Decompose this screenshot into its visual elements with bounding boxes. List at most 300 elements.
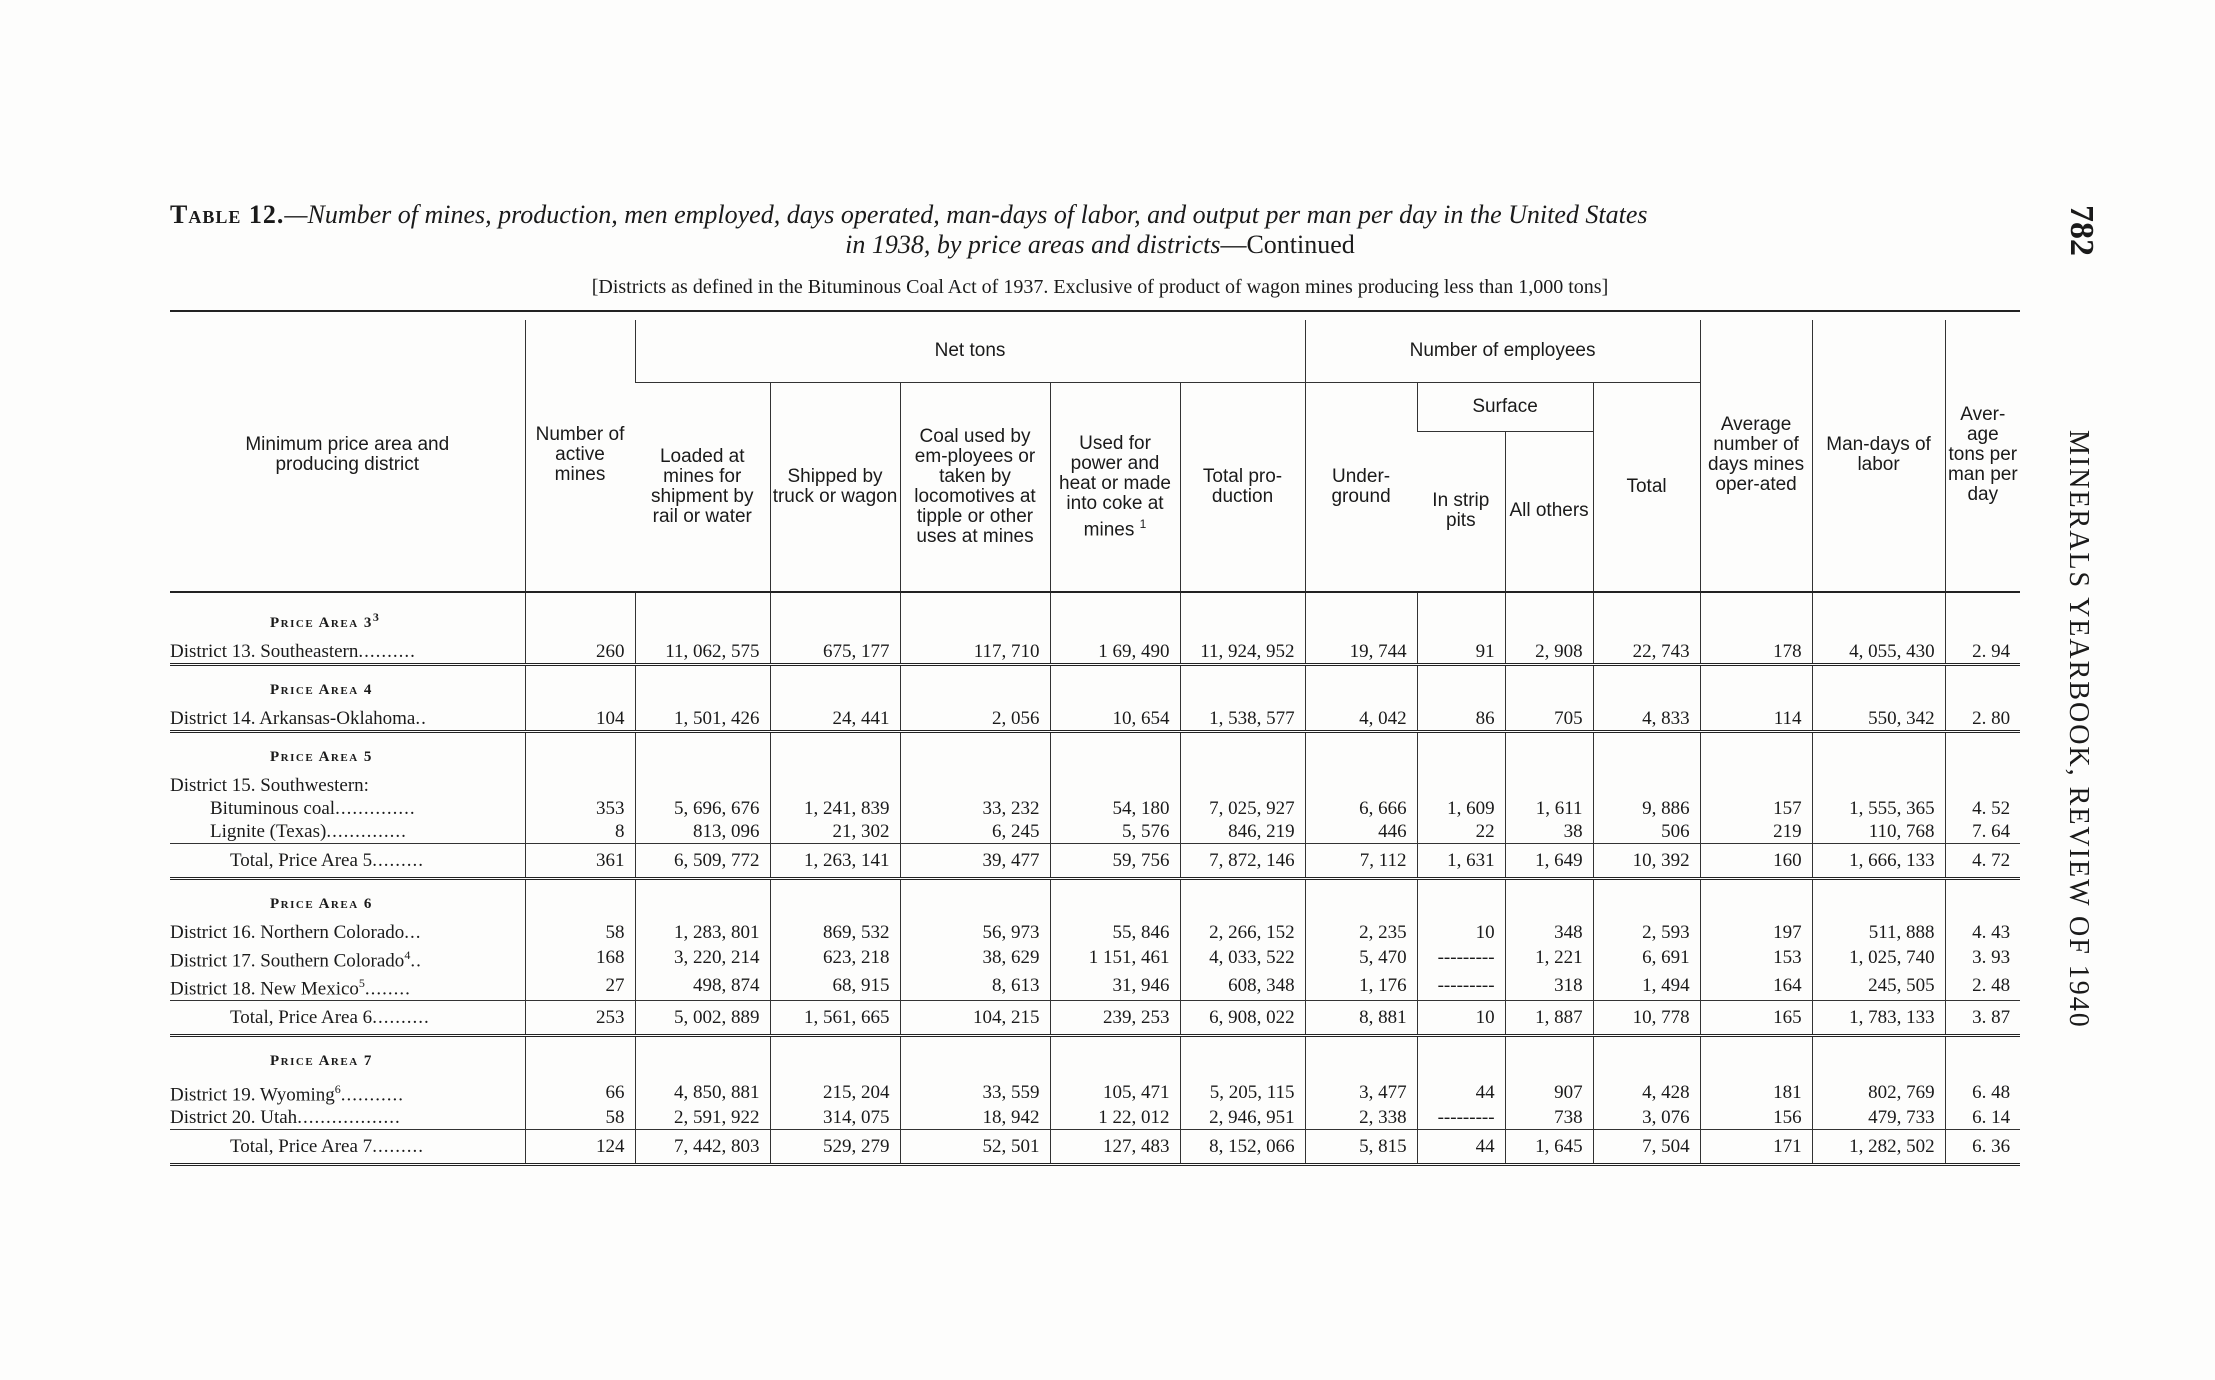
cell-underground: 2, 235 — [1305, 921, 1417, 944]
empty-cell — [1812, 774, 1945, 797]
empty-cell — [1305, 592, 1417, 640]
empty-cell — [1050, 664, 1180, 707]
row-leader: .. — [415, 707, 427, 729]
cell-all-others: 2, 908 — [1505, 640, 1593, 665]
row-label-note: 6 — [334, 1082, 341, 1097]
cell-loaded: 5, 696, 676 — [635, 797, 770, 820]
cell-strip-pits: 1, 631 — [1417, 843, 1505, 878]
empty-cell — [1945, 592, 2020, 640]
row-label-text: Bituminous coal — [210, 797, 336, 819]
row-label — [170, 921, 525, 944]
cell-coal-used: 2, 056 — [900, 707, 1050, 732]
empty-cell — [1593, 592, 1700, 640]
empty-cell — [1417, 878, 1505, 921]
cell-underground: 6, 666 — [1305, 797, 1417, 820]
cell-underground: 19, 744 — [1305, 640, 1417, 665]
cell-avg-tons: 7. 64 — [1945, 820, 2020, 844]
cell-strip-pits: 1, 609 — [1417, 797, 1505, 820]
empty-cell — [1050, 1036, 1180, 1079]
row-label — [170, 640, 525, 665]
cell-underground: 5, 815 — [1305, 1130, 1417, 1165]
empty-cell — [1050, 592, 1180, 640]
cell-loaded: 3, 220, 214 — [635, 944, 770, 972]
cell-all-others: 907 — [1505, 1078, 1593, 1106]
cell-loaded: 6, 509, 772 — [635, 843, 770, 878]
cell-used-power: 1 69, 490 — [1050, 640, 1180, 665]
cell-avg-days: 157 — [1700, 797, 1812, 820]
cell-shipped-truck: 675, 177 — [770, 640, 900, 665]
cell-shipped-truck: 314, 075 — [770, 1106, 900, 1130]
empty-cell — [1417, 1036, 1505, 1079]
empty-cell — [1305, 1036, 1417, 1079]
empty-cell — [900, 664, 1050, 707]
cell-total-production: 8, 152, 066 — [1180, 1130, 1305, 1165]
empty-cell — [1700, 878, 1812, 921]
cell-total-production: 5, 205, 115 — [1180, 1078, 1305, 1106]
section-label — [170, 1036, 525, 1079]
cell-total-employees: 10, 778 — [1593, 1001, 1700, 1036]
section-row-1 — [170, 664, 2020, 707]
header-surface: Surface — [1417, 383, 1593, 432]
empty-cell — [1700, 731, 1812, 774]
cell-total-production: 11, 924, 952 — [1180, 640, 1305, 665]
cell-active-mines: 104 — [525, 707, 635, 732]
cell-active-mines: 361 — [525, 843, 635, 878]
title-continued: —Continued — [1220, 230, 1355, 259]
header-underground: Under-ground — [1305, 383, 1417, 592]
empty-cell — [525, 664, 635, 707]
empty-cell — [1700, 1036, 1812, 1079]
header-used-power-text: Used for power and heat or made into coke at mines — [1059, 432, 1171, 540]
cell-all-others: 1, 221 — [1505, 944, 1593, 972]
cell-underground: 5, 470 — [1305, 944, 1417, 972]
empty-cell — [900, 878, 1050, 921]
empty-cell — [525, 1036, 635, 1079]
empty-cell — [1593, 731, 1700, 774]
cell-man-days: 511, 888 — [1812, 921, 1945, 944]
header-coal-used: Coal used by em-ployees or taken by locomotives at tipple or other uses at mines — [900, 383, 1050, 592]
title-text-2: in 1938, by price areas and districts — [845, 230, 1221, 259]
cell-active-mines: 8 — [525, 820, 635, 844]
row-leader: .................. — [297, 1107, 401, 1129]
empty-cell — [1593, 664, 1700, 707]
cell-active-mines: 353 — [525, 797, 635, 820]
cell-total-production: 1, 538, 577 — [1180, 707, 1305, 732]
row-leader: ........... — [340, 1084, 404, 1106]
empty-cell — [770, 731, 900, 774]
cell-man-days: 1, 025, 740 — [1812, 944, 1945, 972]
cell-coal-used: 6, 245 — [900, 820, 1050, 844]
cell-active-mines: 58 — [525, 921, 635, 944]
cell-loaded: 1, 283, 801 — [635, 921, 770, 944]
table-row — [170, 820, 2020, 844]
cell-loaded: 5, 002, 889 — [635, 1001, 770, 1036]
cell-total-employees: 1, 494 — [1593, 972, 1700, 1001]
empty-cell — [1305, 664, 1417, 707]
cell-shipped-truck: 1, 561, 665 — [770, 1001, 900, 1036]
empty-cell — [1050, 878, 1180, 921]
table-row — [170, 972, 2020, 1001]
row-leader: .......... — [358, 640, 416, 662]
cell-avg-days: 197 — [1700, 921, 1812, 944]
cell-total-production: 2, 946, 951 — [1180, 1106, 1305, 1130]
section-note: 3 — [372, 609, 381, 624]
row-label-note: 5 — [358, 975, 365, 990]
cell-coal-used: 33, 559 — [900, 1078, 1050, 1106]
row-label-text: District 17. Southern Colorado — [170, 949, 405, 971]
row-leader: .......... — [372, 1007, 430, 1029]
cell-total-employees: 2, 593 — [1593, 921, 1700, 944]
header-employees: Number of employees — [1305, 320, 1700, 383]
cell-avg-tons: 3. 87 — [1945, 1001, 2020, 1036]
cell-man-days: 1, 666, 133 — [1812, 843, 1945, 878]
cell-shipped-truck: 1, 241, 839 — [770, 797, 900, 820]
empty-cell — [1180, 774, 1305, 797]
cell-avg-tons: 4. 43 — [1945, 921, 2020, 944]
cell-strip-pits: 10 — [1417, 921, 1505, 944]
cell-loaded: 813, 096 — [635, 820, 770, 844]
cell-total-employees: 506 — [1593, 820, 1700, 844]
empty-cell — [770, 664, 900, 707]
empty-cell — [1700, 664, 1812, 707]
header-total-production: Total pro-duction — [1180, 383, 1305, 592]
empty-cell — [1180, 664, 1305, 707]
row-label-text: District 13. Southeastern — [170, 640, 359, 662]
section-row-area5 — [170, 731, 2020, 774]
cell-coal-used: 56, 973 — [900, 921, 1050, 944]
cell-underground: 2, 338 — [1305, 1106, 1417, 1130]
cell-avg-tons: 2. 80 — [1945, 707, 2020, 732]
row-label — [170, 1130, 525, 1165]
cell-active-mines: 168 — [525, 944, 635, 972]
empty-cell — [1945, 731, 2020, 774]
cell-total-production: 7, 872, 146 — [1180, 843, 1305, 878]
section-label — [170, 731, 525, 774]
title-text-1: —Number of mines, production, men employed, days operated, man-days of labor, and output per man per day in the United States — [284, 200, 1648, 229]
cell-coal-used: 117, 710 — [900, 640, 1050, 665]
empty-cell — [1180, 592, 1305, 640]
cell-avg-days: 160 — [1700, 843, 1812, 878]
cell-used-power: 10, 654 — [1050, 707, 1180, 732]
cell-strip-pits: --------- — [1417, 972, 1505, 1001]
empty-cell — [1505, 664, 1593, 707]
cell-coal-used: 104, 215 — [900, 1001, 1050, 1036]
cell-strip-pits: 44 — [1417, 1078, 1505, 1106]
empty-cell — [1050, 774, 1180, 797]
empty-cell — [525, 592, 635, 640]
section-label-text: Price Area 7 — [270, 1053, 373, 1070]
cell-coal-used: 33, 232 — [900, 797, 1050, 820]
cell-total-employees: 7, 504 — [1593, 1130, 1700, 1165]
empty-cell — [1700, 774, 1812, 797]
section-label-text: Price Area 4 — [270, 681, 373, 698]
cell-loaded: 11, 062, 575 — [635, 640, 770, 665]
section-row-area7 — [170, 1036, 2020, 1079]
cell-shipped-truck: 68, 915 — [770, 972, 900, 1001]
empty-cell — [1812, 664, 1945, 707]
cell-active-mines: 58 — [525, 1106, 635, 1130]
row-label-text: Total, Price Area 5 — [230, 849, 373, 871]
cell-all-others: 348 — [1505, 921, 1593, 944]
district-15-label-row — [170, 774, 2020, 797]
empty-cell — [1700, 592, 1812, 640]
cell-avg-tons: 6. 48 — [1945, 1078, 2020, 1106]
header-used-power — [1050, 383, 1180, 592]
empty-cell — [900, 1036, 1050, 1079]
header-strip-pits: In strip pits — [1417, 432, 1505, 592]
cell-man-days: 245, 505 — [1812, 972, 1945, 1001]
cell-man-days: 1, 282, 502 — [1812, 1130, 1945, 1165]
empty-cell — [1505, 774, 1593, 797]
empty-cell — [525, 774, 635, 797]
header-avg-days: Average number of days mines oper-ated — [1700, 320, 1812, 592]
table-row — [170, 1078, 2020, 1106]
empty-cell — [770, 592, 900, 640]
cell-active-mines: 66 — [525, 1078, 635, 1106]
row-label — [170, 972, 525, 1001]
cell-total-employees: 4, 428 — [1593, 1078, 1700, 1106]
cell-avg-tons: 6. 14 — [1945, 1106, 2020, 1130]
cell-avg-tons: 2. 94 — [1945, 640, 2020, 665]
header-net-tons: Net tons — [635, 320, 1305, 383]
empty-cell — [1505, 878, 1593, 921]
cell-avg-days: 164 — [1700, 972, 1812, 1001]
cell-underground: 446 — [1305, 820, 1417, 844]
total-row — [170, 843, 2020, 878]
cell-total-employees: 4, 833 — [1593, 707, 1700, 732]
table-row — [170, 944, 2020, 972]
cell-total-employees: 10, 392 — [1593, 843, 1700, 878]
empty-cell — [1050, 731, 1180, 774]
empty-cell — [1305, 774, 1417, 797]
table-label: Table 12. — [170, 200, 285, 229]
table-row — [170, 797, 2020, 820]
row-label — [170, 1078, 525, 1106]
cell-avg-tons: 3. 93 — [1945, 944, 2020, 972]
cell-man-days: 110, 768 — [1812, 820, 1945, 844]
cell-shipped-truck: 24, 441 — [770, 707, 900, 732]
empty-cell — [900, 592, 1050, 640]
section-label-text: Price Area 3 — [270, 614, 373, 631]
empty-cell — [1593, 1036, 1700, 1079]
row-label — [170, 843, 525, 878]
cell-all-others: 705 — [1505, 707, 1593, 732]
cell-shipped-truck: 1, 263, 141 — [770, 843, 900, 878]
cell-strip-pits: 10 — [1417, 1001, 1505, 1036]
cell-avg-days: 178 — [1700, 640, 1812, 665]
empty-cell — [1945, 878, 2020, 921]
empty-cell — [1945, 664, 2020, 707]
header-shipped-truck: Shipped by truck or wagon — [770, 383, 900, 592]
empty-cell — [1180, 731, 1305, 774]
running-head: MINERALS YEARBOOK, REVIEW OF 1940 — [2063, 430, 2094, 1029]
cell-total-employees: 6, 691 — [1593, 944, 1700, 972]
empty-cell — [1417, 664, 1505, 707]
row-label: District 15. Southwestern: — [170, 774, 369, 796]
cell-loaded: 7, 442, 803 — [635, 1130, 770, 1165]
empty-cell — [525, 731, 635, 774]
section-label — [170, 592, 525, 640]
cell-underground: 1, 176 — [1305, 972, 1417, 1001]
header-avg-tons: Aver-age tons per man per day — [1945, 320, 2020, 592]
row-label-text: Total, Price Area 6 — [230, 1007, 373, 1029]
row-label-note: 4 — [404, 947, 411, 962]
empty-cell — [1593, 878, 1700, 921]
row-leader: ......... — [372, 1136, 424, 1158]
cell-loaded: 498, 874 — [635, 972, 770, 1001]
top-rule — [170, 310, 2020, 312]
cell-man-days: 1, 783, 133 — [1812, 1001, 1945, 1036]
cell-coal-used: 39, 477 — [900, 843, 1050, 878]
row-label-text: District 20. Utah — [170, 1107, 298, 1129]
cell-total-production: 7, 025, 927 — [1180, 797, 1305, 820]
cell-used-power: 1 151, 461 — [1050, 944, 1180, 972]
cell-underground: 8, 881 — [1305, 1001, 1417, 1036]
empty-cell — [1417, 731, 1505, 774]
empty-cell — [1305, 878, 1417, 921]
empty-cell — [1593, 774, 1700, 797]
cell-man-days: 1, 555, 365 — [1812, 797, 1945, 820]
row-leader: ......... — [372, 849, 424, 871]
header-total-employees: Total — [1593, 383, 1700, 592]
cell-coal-used: 52, 501 — [900, 1130, 1050, 1165]
cell-total-production: 4, 033, 522 — [1180, 944, 1305, 972]
empty-cell — [770, 878, 900, 921]
cell-total-production: 846, 219 — [1180, 820, 1305, 844]
cell-total-employees: 3, 076 — [1593, 1106, 1700, 1130]
cell-all-others: 1, 611 — [1505, 797, 1593, 820]
cell-strip-pits: 91 — [1417, 640, 1505, 665]
empty-cell — [770, 1036, 900, 1079]
cell-all-others: 1, 887 — [1505, 1001, 1593, 1036]
cell-total-production: 6, 908, 022 — [1180, 1001, 1305, 1036]
row-label — [170, 1106, 525, 1130]
table-body — [170, 592, 2020, 1165]
cell-active-mines: 27 — [525, 972, 635, 1001]
cell-loaded: 4, 850, 881 — [635, 1078, 770, 1106]
title-line-1 — [170, 200, 2030, 230]
cell-used-power: 59, 756 — [1050, 843, 1180, 878]
cell-active-mines: 253 — [525, 1001, 635, 1036]
cell-all-others: 1, 649 — [1505, 843, 1593, 878]
cell-avg-days: 181 — [1700, 1078, 1812, 1106]
cell-strip-pits: 22 — [1417, 820, 1505, 844]
cell-loaded: 2, 591, 922 — [635, 1106, 770, 1130]
row-label — [170, 707, 525, 732]
cell-all-others: 738 — [1505, 1106, 1593, 1130]
page-number: 782 — [2063, 205, 2100, 256]
cell-used-power: 31, 946 — [1050, 972, 1180, 1001]
cell-strip-pits: --------- — [1417, 1106, 1505, 1130]
cell-all-others: 1, 645 — [1505, 1130, 1593, 1165]
empty-cell — [525, 878, 635, 921]
cell-man-days: 802, 769 — [1812, 1078, 1945, 1106]
title-line-2 — [170, 230, 2030, 260]
row-leader: .. — [410, 949, 422, 971]
cell-man-days: 4, 055, 430 — [1812, 640, 1945, 665]
table-row — [170, 640, 2020, 665]
cell-all-others: 318 — [1505, 972, 1593, 1001]
cell-coal-used: 18, 942 — [900, 1106, 1050, 1130]
empty-cell — [635, 592, 770, 640]
row-label-text: District 18. New Mexico — [170, 978, 359, 1000]
empty-cell — [1180, 878, 1305, 921]
empty-cell — [1417, 774, 1505, 797]
total-row — [170, 1130, 2020, 1165]
cell-avg-tons: 4. 52 — [1945, 797, 2020, 820]
section-label-text: Price Area 6 — [270, 895, 373, 912]
cell-strip-pits: --------- — [1417, 944, 1505, 972]
section-row-area6 — [170, 878, 2020, 921]
empty-cell — [1505, 592, 1593, 640]
cell-used-power: 239, 253 — [1050, 1001, 1180, 1036]
empty-cell — [1417, 592, 1505, 640]
empty-cell — [635, 1036, 770, 1079]
row-label-text: District 14. Arkansas-Oklahoma — [170, 707, 416, 729]
empty-cell — [1945, 774, 2020, 797]
empty-cell — [1305, 731, 1417, 774]
cell-loaded: 1, 501, 426 — [635, 707, 770, 732]
total-row — [170, 1001, 2020, 1036]
row-leader: .............. — [326, 820, 407, 842]
row-label-text: District 16. Northern Colorado — [170, 921, 405, 943]
table-title — [170, 200, 2030, 260]
empty-cell — [1812, 1036, 1945, 1079]
cell-avg-days: 114 — [1700, 707, 1812, 732]
cell-strip-pits: 44 — [1417, 1130, 1505, 1165]
data-table — [170, 320, 2020, 1166]
cell-shipped-truck: 21, 302 — [770, 820, 900, 844]
table-subtitle: [Districts as defined in the Bituminous Coal Act of 1937. Exclusive of product of wagon mines producing less than 1,000 tons] — [591, 276, 1609, 298]
cell-active-mines: 124 — [525, 1130, 635, 1165]
empty-cell — [1505, 1036, 1593, 1079]
section-label — [170, 664, 525, 707]
header-used-power-note: 1 — [1139, 516, 1147, 531]
cell-man-days: 550, 342 — [1812, 707, 1945, 732]
empty-cell — [635, 664, 770, 707]
section-label-text: Price Area 5 — [270, 748, 373, 765]
cell-shipped-truck: 623, 218 — [770, 944, 900, 972]
cell-all-others: 38 — [1505, 820, 1593, 844]
header-loaded: Loaded at mines for shipment by rail or water — [635, 383, 770, 592]
cell-coal-used: 38, 629 — [900, 944, 1050, 972]
cell-avg-days: 219 — [1700, 820, 1812, 844]
empty-cell — [1812, 592, 1945, 640]
empty-cell — [1812, 731, 1945, 774]
row-leader: ........ — [364, 978, 411, 1000]
empty-cell — [900, 774, 1050, 797]
cell-used-power: 127, 483 — [1050, 1130, 1180, 1165]
cell-used-power: 1 22, 012 — [1050, 1106, 1180, 1130]
empty-cell — [635, 731, 770, 774]
row-label-text: District 19. Wyoming — [170, 1084, 335, 1106]
cell-shipped-truck: 529, 279 — [770, 1130, 900, 1165]
header-active-mines: Number of active mines — [525, 320, 635, 592]
cell-shipped-truck: 215, 204 — [770, 1078, 900, 1106]
cell-strip-pits: 86 — [1417, 707, 1505, 732]
row-label — [170, 1001, 525, 1036]
cell-avg-tons: 4. 72 — [1945, 843, 2020, 878]
empty-cell — [770, 774, 900, 797]
row-label — [170, 797, 525, 820]
cell-total-employees: 22, 743 — [1593, 640, 1700, 665]
cell-used-power: 54, 180 — [1050, 797, 1180, 820]
empty-cell — [1812, 878, 1945, 921]
cell-avg-days: 165 — [1700, 1001, 1812, 1036]
cell-shipped-truck: 869, 532 — [770, 921, 900, 944]
empty-cell — [635, 774, 770, 797]
row-leader: ... — [404, 921, 422, 943]
